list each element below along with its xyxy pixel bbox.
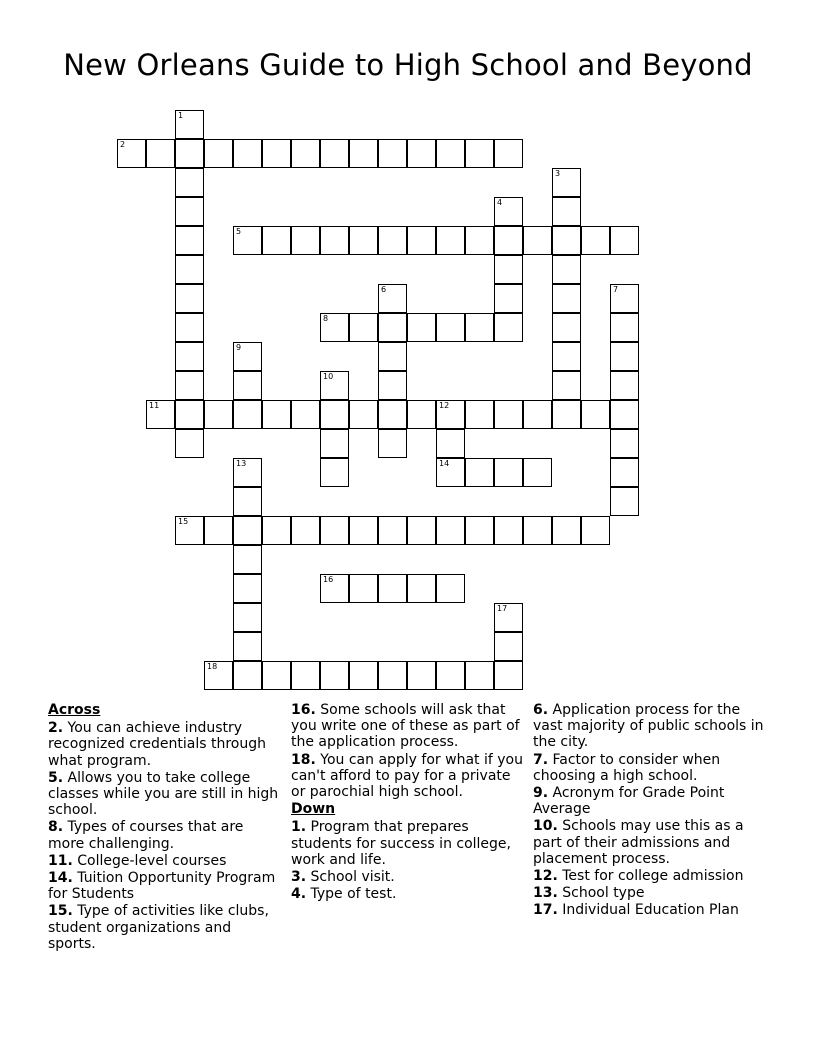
grid-cell[interactable] — [262, 661, 291, 690]
grid-cell[interactable] — [378, 400, 407, 429]
grid-cell[interactable] — [320, 226, 349, 255]
grid-cell[interactable] — [407, 400, 436, 429]
grid-cell[interactable] — [204, 400, 233, 429]
grid-cell[interactable] — [291, 139, 320, 168]
cell-number: 16 — [323, 575, 334, 584]
clue-across-16: 16. Some schools will ask that you write one of these as part of the application process. — [291, 702, 520, 751]
grid-cell[interactable] — [494, 400, 523, 429]
grid-cell[interactable] — [320, 661, 349, 690]
grid-cell[interactable] — [349, 313, 378, 342]
grid-cell[interactable] — [233, 661, 262, 690]
grid-cell[interactable] — [494, 516, 523, 545]
grid-cell[interactable] — [320, 458, 349, 487]
grid-cell[interactable] — [610, 342, 639, 371]
grid-cell[interactable] — [175, 226, 204, 255]
grid-cell[interactable] — [436, 574, 465, 603]
grid-cell[interactable] — [610, 371, 639, 400]
cell-number: 6 — [381, 285, 387, 294]
grid-cell[interactable] — [233, 342, 262, 371]
grid-cell[interactable] — [436, 429, 465, 458]
clue-across-8: 8. Types of courses that are more challenging. — [48, 819, 244, 852]
clue-across-18: 18. You can apply for what if you can't afford to pay for a private or parochial high school. — [291, 751, 523, 801]
grid-cell[interactable] — [610, 284, 639, 313]
grid-cell[interactable] — [262, 139, 291, 168]
grid-cell[interactable] — [146, 139, 175, 168]
grid-cell[interactable] — [146, 400, 175, 429]
cell-number: 8 — [323, 314, 329, 323]
grid-cell[interactable] — [378, 284, 407, 313]
clues-column-2 — [291, 702, 523, 903]
grid-cell[interactable] — [233, 545, 262, 574]
grid-cell[interactable] — [175, 313, 204, 342]
clues-column-3 — [533, 702, 765, 920]
grid-cell[interactable] — [407, 139, 436, 168]
grid-cell[interactable] — [610, 400, 639, 429]
grid-cell[interactable] — [175, 168, 204, 197]
grid-cell[interactable] — [378, 313, 407, 342]
grid-cell[interactable] — [378, 226, 407, 255]
cell-number: 7 — [613, 285, 619, 294]
clue-down-4: 4. Type of test. — [291, 886, 397, 903]
clue-down-12: 12. Test for college admission — [533, 868, 744, 885]
puzzle-title: New Orleans Guide to High School and Beyond — [63, 48, 753, 82]
grid-cell[interactable] — [436, 458, 465, 487]
grid-cell[interactable] — [465, 139, 494, 168]
cell-number: 17 — [497, 604, 508, 613]
grid-cell[interactable] — [378, 139, 407, 168]
grid-cell[interactable] — [465, 458, 494, 487]
grid-cell[interactable] — [523, 400, 552, 429]
grid-cell[interactable] — [494, 661, 523, 690]
grid-cell[interactable] — [494, 284, 523, 313]
clue-down-3: 3. School visit. — [291, 869, 395, 886]
grid-cell[interactable] — [233, 226, 262, 255]
grid-cell[interactable] — [552, 255, 581, 284]
grid-cell[interactable] — [291, 226, 320, 255]
grid-cell[interactable] — [494, 632, 523, 661]
grid-cell[interactable] — [233, 458, 262, 487]
grid-cell[interactable] — [610, 313, 639, 342]
grid-cell[interactable] — [233, 487, 262, 516]
grid-cell[interactable] — [610, 487, 639, 516]
grid-cell[interactable] — [581, 400, 610, 429]
grid-cell[interactable] — [552, 516, 581, 545]
grid-cell[interactable] — [610, 458, 639, 487]
grid-cell[interactable] — [349, 226, 378, 255]
grid-cell[interactable] — [436, 516, 465, 545]
grid-cell[interactable] — [610, 429, 639, 458]
grid-cell[interactable] — [175, 255, 204, 284]
clue-down-9: 9. Acronym for Grade Point Average — [533, 785, 725, 818]
grid-cell[interactable] — [175, 197, 204, 226]
cell-number: 4 — [497, 198, 503, 207]
clue-across-15: 15. Type of activities like clubs, student organizations and sports. — [48, 903, 269, 952]
grid-cell[interactable] — [436, 226, 465, 255]
grid-cell[interactable] — [320, 574, 349, 603]
grid-cell[interactable] — [204, 661, 233, 690]
grid-cell[interactable] — [175, 371, 204, 400]
grid-cell[interactable] — [407, 516, 436, 545]
grid-cell[interactable] — [552, 371, 581, 400]
grid-cell[interactable] — [552, 313, 581, 342]
grid-cell[interactable] — [494, 226, 523, 255]
grid-cell[interactable] — [494, 197, 523, 226]
grid-cell[interactable] — [581, 226, 610, 255]
grid-cell[interactable] — [407, 226, 436, 255]
grid-cell[interactable] — [175, 429, 204, 458]
grid-cell[interactable] — [320, 516, 349, 545]
grid-cell[interactable] — [320, 313, 349, 342]
grid-cell[interactable] — [349, 516, 378, 545]
grid-cell[interactable] — [320, 400, 349, 429]
clues-column-1 — [48, 702, 280, 953]
cell-number: 3 — [555, 169, 561, 178]
cell-number: 13 — [236, 459, 247, 468]
grid-cell[interactable] — [552, 284, 581, 313]
grid-cell[interactable] — [465, 516, 494, 545]
clue-across-14: 14. Tuition Opportunity Program for Students — [48, 870, 276, 903]
grid-cell[interactable] — [378, 574, 407, 603]
grid-cell[interactable] — [262, 516, 291, 545]
clue-down-7: 7. Factor to consider when choosing a high school. — [533, 751, 721, 784]
grid-cell[interactable] — [349, 400, 378, 429]
clue-down-6: 6. Application process for the vast majority of public schools in the city. — [533, 702, 764, 751]
grid-cell[interactable] — [233, 400, 262, 429]
grid-cell[interactable] — [407, 661, 436, 690]
grid-cell[interactable] — [465, 400, 494, 429]
cell-number: 18 — [207, 662, 218, 671]
grid-cell[interactable] — [175, 400, 204, 429]
grid-cell[interactable] — [349, 139, 378, 168]
grid-cell[interactable] — [436, 400, 465, 429]
grid-cell[interactable] — [233, 516, 262, 545]
grid-cell[interactable] — [494, 603, 523, 632]
grid-cell[interactable] — [320, 139, 349, 168]
grid-cell[interactable] — [436, 313, 465, 342]
grid-cell[interactable] — [262, 226, 291, 255]
grid-cell[interactable] — [552, 342, 581, 371]
clue-down-17: 17. Individual Education Plan — [533, 902, 739, 919]
clue-down-1: 1. Program that prepares students for success in college, work and life. — [291, 819, 511, 868]
grid-cell[interactable] — [465, 661, 494, 690]
grid-cell[interactable] — [175, 342, 204, 371]
grid-cell[interactable] — [204, 516, 233, 545]
grid-cell[interactable] — [436, 139, 465, 168]
grid-cell[interactable] — [552, 226, 581, 255]
grid-cell[interactable] — [523, 226, 552, 255]
cell-number: 15 — [178, 517, 189, 526]
grid-cell[interactable] — [175, 110, 204, 139]
grid-cell[interactable] — [233, 371, 262, 400]
grid-cell[interactable] — [320, 371, 349, 400]
grid-cell[interactable] — [175, 516, 204, 545]
down-heading: Down — [291, 801, 336, 818]
cell-number: 12 — [439, 401, 450, 410]
grid-cell[interactable] — [378, 371, 407, 400]
grid-cell[interactable] — [378, 429, 407, 458]
grid-cell[interactable] — [175, 284, 204, 313]
cell-number: 2 — [120, 140, 126, 149]
grid-cell[interactable] — [494, 313, 523, 342]
grid-cell[interactable] — [523, 458, 552, 487]
clue-across-2: 2. You can achieve industry recognized credentials through what program. — [48, 720, 267, 769]
cell-number: 1 — [178, 111, 184, 120]
grid-cell[interactable] — [552, 168, 581, 197]
grid-cell[interactable] — [436, 661, 465, 690]
grid-cell[interactable] — [291, 400, 320, 429]
cell-number: 5 — [236, 227, 242, 236]
grid-cell[interactable] — [378, 661, 407, 690]
grid-cell[interactable] — [117, 139, 146, 168]
clue-across-11: 11. College-level courses — [48, 852, 227, 869]
grid-cell[interactable] — [175, 139, 204, 168]
across-heading: Across — [48, 702, 101, 718]
cell-number: 14 — [439, 459, 450, 468]
grid-cell[interactable] — [291, 661, 320, 690]
cell-number: 11 — [149, 401, 160, 410]
grid-cell[interactable] — [610, 226, 639, 255]
grid-cell[interactable] — [494, 255, 523, 284]
grid-cell[interactable] — [523, 516, 552, 545]
grid-cell[interactable] — [494, 458, 523, 487]
grid-cell[interactable] — [581, 516, 610, 545]
grid-cell[interactable] — [407, 574, 436, 603]
grid-cell[interactable] — [494, 139, 523, 168]
grid-cell[interactable] — [233, 603, 262, 632]
grid-cell[interactable] — [378, 342, 407, 371]
grid-cell[interactable] — [465, 313, 494, 342]
cell-number: 9 — [236, 343, 242, 352]
grid-cell[interactable] — [291, 516, 320, 545]
clue-down-13: 13. School type — [533, 885, 645, 902]
grid-cell[interactable] — [349, 661, 378, 690]
grid-cell[interactable] — [320, 429, 349, 458]
grid-cell[interactable] — [233, 139, 262, 168]
grid-cell[interactable] — [233, 632, 262, 661]
grid-cell[interactable] — [204, 139, 233, 168]
grid-cell[interactable] — [262, 400, 291, 429]
grid-cell[interactable] — [233, 574, 262, 603]
grid-cell[interactable] — [378, 516, 407, 545]
clue-down-10: 10. Schools may use this as a part of their admissions and placement process. — [533, 818, 744, 867]
grid-cell[interactable] — [407, 313, 436, 342]
grid-cell[interactable] — [465, 226, 494, 255]
grid-cell[interactable] — [349, 574, 378, 603]
cell-number: 10 — [323, 372, 334, 381]
grid-cell[interactable] — [552, 197, 581, 226]
grid-cell[interactable] — [552, 400, 581, 429]
clue-across-5: 5. Allows you to take college classes while you are still in high school. — [48, 769, 279, 819]
